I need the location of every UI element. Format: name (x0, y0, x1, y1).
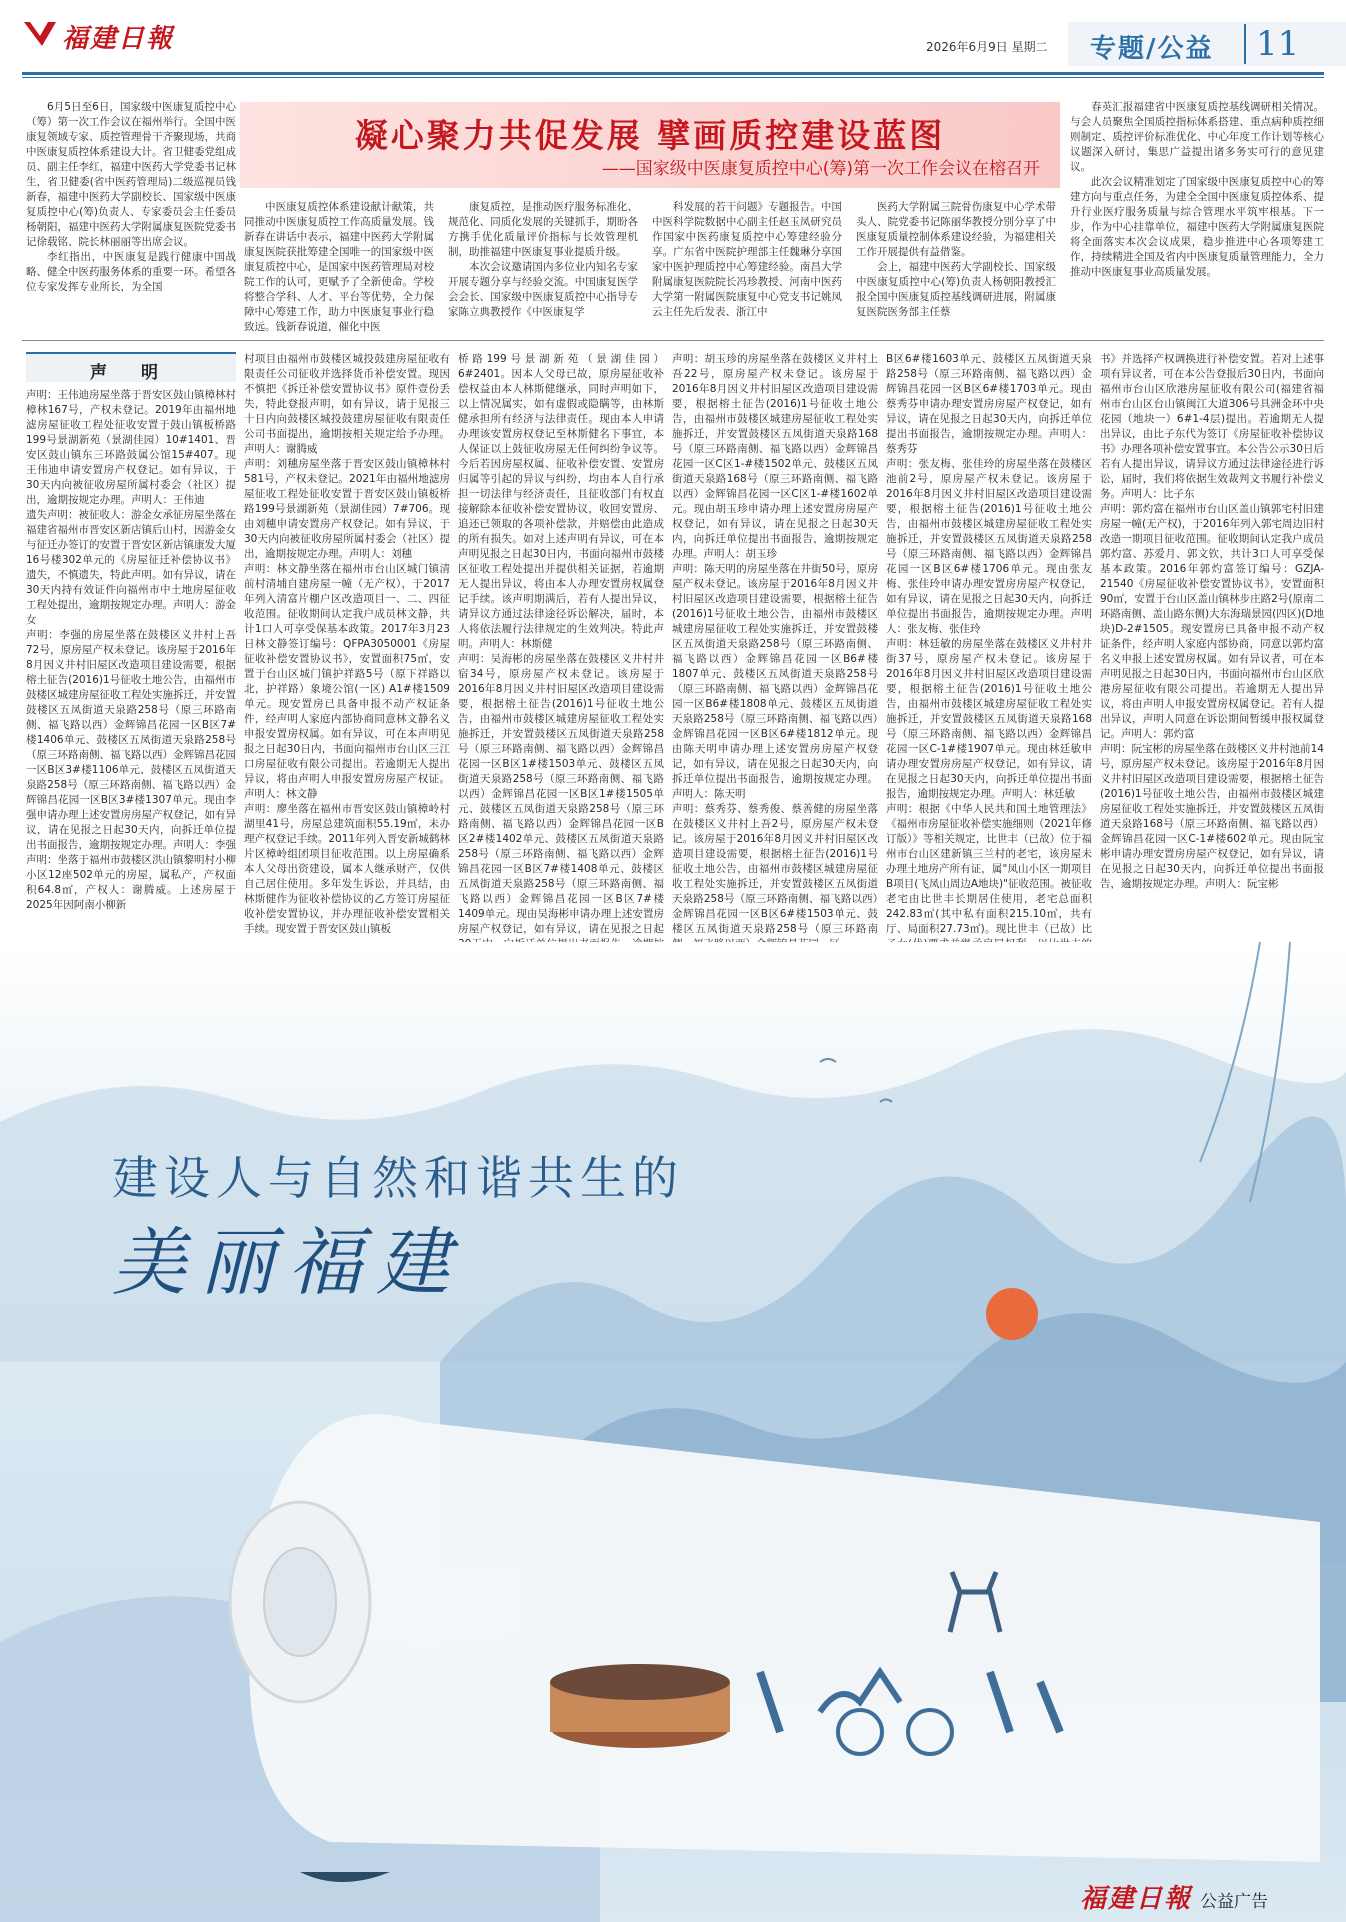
article-column-6 (1070, 100, 1324, 332)
ad-title-line-2: 美丽福建 (112, 1220, 464, 1306)
article-paragraph: 春英汇报福建省中医康复质控基线调研相关情况。与会人员聚焦全国质控指标体系搭建、重点病种质控细则制定、质控评价标准优化、中心年度工作计划等核心议题深入研讨，集思广益提出诸多务实可行的意见建议。 (1070, 101, 1324, 173)
newspaper-masthead (22, 14, 175, 54)
article-column-3 (448, 200, 638, 332)
statements-column-3: 桥路199号景湖新苑（景湖佳园）6#2401。因本人父母已故，原房屋征收补偿权益由本人林斯健继承，同时声明如下，以上情况属实，如有虚假或隐瞒等，由林斯健承担所有经济与法律责任。现由本人申请办理该安置房权登记至林斯健名下事宜，本人保证以上鼓征收房屋无任何纠纷争议等。今后若因房屋权属、征收补偿安置、安置房归属等引起的异议与纠纷，均由本人自行承担一切法律与经济责任，且征收部门有权直接解除本征收补偿安置协议，收回安置房、追还已领取的各项补偿款，并赔偿由此造成的所有损失。如对上述声明有异议，可在本声明见报之日起30日内，书面向福州市鼓楼区征收工程处提出并提供相关证据，若逾期无人提出异议，将由本人办理安置房权属登记手续。该声明期满后，若有人提出异议，请异议方通过法律途径诉讼解决，届时，本人将依法履行法律规定的生效判决。特此声明。声明人：林斯健 声明：吴海彬的房屋坐落在鼓楼区义井村井宿34号，原房屋产权未登记。该房屋于2016年8月因义井村旧屋区改造项目建设需要，根据榕土征告(2016)1号征收土地公告，由福州市鼓楼区城建房屋征收工程处实施拆迁，并安置鼓楼区五凤街道天泉路258号（原三环路南侧、福飞路以西）金辉锦昌花园一区B区1#楼1503单元、鼓楼区五凤街道天泉路258号（原三环路南侧、福飞路以西）金辉锦昌花园一区B区1#楼1505单元、鼓楼区五凤街道天泉路258号（原三环路南侧、福飞路以西）金辉锦昌花园一区B区2#楼1402单元、鼓楼区五凤街道天泉路258号（原三环路南侧、福飞路以西）金辉锦昌花园一区B区7#楼1408单元、鼓楼区五凤街道天泉路258号（原三环路南侧、福飞路以西）金辉锦昌花园一区B区7#楼1409单元。现由吴海彬申请办理上述安置房房屋产权登记，如有异议，请在见报之日起 (458, 353, 664, 935)
article-paragraph: 会上，福建中医药大学副校长、国家级中医康复质控中心(筹)负责人杨朝阳教授汇报全国中医康复质控基线调研进展，附属康复医院医务部主任蔡 (856, 261, 1056, 318)
newspaper-logo: 福建日報 (62, 24, 175, 54)
article-column-2 (244, 200, 434, 332)
article-column-1 (26, 100, 236, 332)
ad-footer-logo: 福建日報 (1080, 1884, 1193, 1914)
statements-column-5: B区6#楼1603单元、鼓楼区五凤街道天泉路258号（原三环路南侧、福飞路以西）金辉锦昌花园一区B区6#楼1703单元。现由蔡秀芬申请办理安置房房屋产权登记，如有异议，请在见报之日起30天内，向拆迁单位提出书面报告，逾期按规定办理。声明人：蔡秀芬 声明：张友梅、张佳玲的房屋坐落在鼓楼区池前2号，原房屋产权未登记。该房屋于2016年8月因义井村旧屋区改造项目建设需要，根据榕土征告(2016)1号征收土地公告，由福州市鼓楼区城建房屋征收工程处实施拆迁，并安置鼓楼区五凤街道天泉路258号（原三环路南侧、福飞路以西）金辉锦昌花园一区B区6#楼1706单元。现由张友梅、张佳玲申请办理安置房房屋产权登记，如有异议，请在见报之日起30天内，向拆迁单位提出书面报告，逾期按规定办理。声明人：张友梅、张佳玲 声明：林廷敏的房屋坐落在鼓楼区义井村井街37号，原房屋产权未登记。该房屋于2016年8月因义井村旧屋区改造项目建设需要，根据榕土征告(2016)1号征收土地公告，由福州市鼓楼区城建房屋征收工程处实施拆迁，并安置鼓楼区五凤街道天泉路168号（原三环路南侧、福飞路以西）金辉锦昌花园一区C-1#楼1907单元。现由林廷敏申请办理安置房房屋产权登记，如有异议，请在见报之日起30天内，向拆迁单位提出书面报告，逾期按规定办理。声明人：林廷敏 声明：根据《中华人民共和国土地管理法》《福州市房屋征收补偿实施细则（2021年修订版）》等相关规定，比世丰（已故）位于福州市台山区建新镇三兰村的老宅，该房屋未办理土地房产所有证，属"凤山小区一期项目B项目(飞凤山周边A地块)"征收范围。被征收老宅由比世丰长期居住使用，老宅总面积242.83㎡(其中私有面积215.10㎡，共有厅、局面积27.73㎡)。现比世丰（已故）比 (886, 353, 1092, 935)
article-paragraph: 本次会议邀请国内多位业内知名专家开展专题分享与经验交流。中国康复医学会会长、国家级中医康复质控中心指导专家陈立典教授作《中医康复学 (448, 261, 638, 318)
header-rule-thin (22, 77, 1324, 78)
headline-banner (240, 102, 1060, 188)
headline-title: 凝心聚力共促发展 擘画质控建设蓝图 (354, 116, 946, 155)
statements-column-1: 声明：王伟迪房屋坐落于晋安区鼓山镇樟林村樟林167号，产权未登记。2019年由福州地滤房屋征收工程处征收安置于鼓山镇板桥路199号景湖新苑（景湖佳园）10#1401、晋安区鼓山镇东三环路鼓属公馆15#407。现王伟迪申请安置房产权登记。如有异议，于30天内向被征收房屋所属村委会（社区）提出，逾期按规定办理。声明人：王伟迪 遗失声明：被征收人：游金女承征房屋坐落在福建省福州市晋安区新店镇后山村，因游金女与征迁办签订的安置于晋安区新店镇康发大厦16号楼302单元的《房屋征迁补偿协议书》遗失，不慎遗失，特此声明。如有异议，请在30天内持有效证件向福州市中土地房屋征收工程处提出，逾期按规定办理。声明人：游金女 声明：李强的房屋坐落在鼓楼区义井村上吾72号，原房屋产权未登记。该房屋于2016年8月因义井村旧屋区改造项目建设需要，根据榕土征告(2016)1号征收土地公告，由福州市鼓楼区城建房屋征收工程处实施拆迁，并安置鼓楼区五凤街道天泉路258号（原三环路南侧、福飞路以西）金辉锦昌花园一区B区7#楼1406单元、鼓楼区五凤街道天泉路258号（原三环路南侧、福飞路以西）金辉锦昌花园一区B区3#楼1106单元、鼓楼区五凤街道天泉路258号（原三环路南侧、福飞路以西）金辉锦昌花园一区B区3#楼1307单元。现由李强申请办理上述安置房房屋产权登记，如有异议，请在见报之日起30天内，向拆迁单位提出书面报告，逾期按规定办理。声明人：李强 声明：坐落于福州市鼓楼区洪山镇黎明村小柳小区12座502单元的房屋，属私产，产权面积64.8㎡，产权人：谢腾威。上述房屋于2025年因阿南小柳新 (26, 389, 236, 911)
headline-subtitle: ——国家级中医康复质控中心(筹)第一次工作会议在榕召开 (601, 159, 1040, 179)
ad-footer (1080, 1878, 1268, 1915)
sun-icon (986, 1288, 1038, 1340)
statements-column-4: 声明：胡玉珍的房屋坐落在鼓楼区义井村上吾22号，原房屋产权未登记。该房屋于2016年8月因义井村旧屋区改造项目建设需要，根据榕土征告(2016)1号征收土地公告，由福州市鼓楼区城建房屋征收工程处实施拆迁，并安置鼓楼区五凤街道天泉路168号（原三环路南侧、福飞路以西）金辉锦昌花园一区C区1-#楼1502单元、鼓楼区五凤街道天泉路168号（原三环路南侧、福飞路以西）金辉锦昌花园一区C区1-#楼1602单元。现由胡玉珍申请办理上述安置房房屋产权登记，如有异议，请在见报之日起30天内，向拆迁单位提出书面报告，逾期按规定办理。声明人：胡玉珍 声明：陈天明的房屋坐落在井街50号，原房屋产权未登记。该房屋于2016年8月因义井村旧屋区改造项目建设需要，根据榕土征告(2016)1号征收土地公告，由福州市鼓楼区城建房屋征收工程处实施拆迁，并安置鼓楼区五凤街道天泉路258号（原三环路南侧、福飞路以西）金辉锦昌花园一区B6#楼1807单元、鼓楼区五凤街道天泉路258号（原三环路南侧、福飞路以西）金辉锦昌花园一区B6#楼1808单元、鼓楼区五凤街道天泉路258号（原三环路南侧、福飞路以西）金辉锦昌花园一区B区6#楼1812单元。现由陈天明申请办理上述安置房房屋产权登记，如有异议，请在见报之日起30天内，向拆迁单位提出书面报告，逾期按规定办理。声明人：陈天明 声明：蔡秀芬、蔡秀俊、蔡善健的房屋坐落在鼓楼区义井村上吾2号，原房屋产权未登记。该房屋于2016年8月因义井村旧屋区改造项目建设需要，根据榕土征告(2016)1号征收土地公告，由福州市鼓楼区城建房屋征收工程处实施拆迁，并安置鼓楼区五凤街道天泉路258号（原三环路南侧、福飞路以西）金辉锦昌花园一区B区6#楼1503单元、鼓楼区五凤街道天泉路258号（原三环路南 (672, 353, 878, 935)
statements-column-6: 书》并选择产权调换进行补偿安置。若对上述事项有异议者，可在本公告登报后30日内，书面向福州市台山区欣港房屋征收有限公司(福建省福州市台山区台山镇闽江大道306号具洲金环中央花园（地块一）6#1-4层)提出。若逾期无人提出异议，由比子东代为签订《房屋征收补偿协议书》办理各项补偿安置事宜。本公告公示30日后若有人提出异议，请异议方通过法律途径进行诉讼，届时，我们将依据生效裁判文书履行补偿义务。声明人：比子东 声明：郭灼富在福州市台山区盖山镇郭宅村旧建房屋一幢(无产权)，于2016年列入郭宅周边旧村改造一期项目征收范围。征收期间认定我户成员郭灼富、苏爱月、郭文钦，共计3口人可享受保基本政策。2016年郭灼富签订编号：GZJA-21540《房屋征收补偿安置协议书》，安置面积90㎡，安置于台山区盖山镇林步庄路2号(原南二环路南侧、盖山路东侧)大东海瑞景园(四区)(D地块)D-2#1505。现安置房已具备申报不动产权证条件，经声明人家庭内部协商，同意以郭灼富名义申报上述安置房权属。如有异议者，可在本声明见报之日起30日内，书面向福州市台山区欣港房屋征收有限公司提出。若逾期无人提出异议，将由声明人申报安置房权属登记。若有人提出异议，声明人同意在诉讼期间暂缓申报权属登记。声明人：郭灼富 声明：阮宝彬的房屋坐落在鼓楼区义井村池前14号，原房屋产权未登记。该房屋于2016年8月因义井村旧屋区改造项目建设需要，根据榕土征告(2016)1号征收土地公告，由福州市鼓楼区城建房屋征收工程处实施拆迁，并安置鼓楼区五凤街道天泉路168号（原三环路南侧、福飞路以西）金辉锦昌花园一区C-1#楼602单元。现由阮宝彬申请办理安置房房屋产权登记，如有异议，请在见报之日起30天内，向拆迁单位提出书面报告，逾期按规定办理。声明人：阮宝彬 (1100, 353, 1324, 890)
statements-header (26, 352, 236, 382)
statements-column-2: 村项目由福州市鼓楼区城投鼓建房屋征收有限责任公司征收并选择货币补偿安置。现因不慎把《拆迁补偿安置协议书》原件壹份丢失，特此登报声明，如有异议，请于见报三十日内向鼓楼区城投鼓建房屋征收有限责任公司书面提出，逾期按相关规定给予办理。声明人：谢腾威 声明：刘穗房屋坐落于晋安区鼓山镇樟林村581号，产权未登记。2021年由福州地滤房屋征收工程处征收安置于晋安区鼓山镇板桥路199号景湖新苑（景湖佳园）7#706。现由刘穗申请安置房产权登记。如有异议，于30天内向被征收房屋所属村委会（社区）提出，逾期按规定办理。声明人：刘穗 声明：林文静坐落在福州市台山区城门镇清前村清埔自建房屋一幢（无产权），于2017年列入清富片棚户区改造项目一、二、四征收范围。征收期间认定我户成员林文静，共计1口人可享受保基本政策。2017年3月23日林文静签订编号：QFPA3050001《房屋征收补偿安置协议书》，安置面积75㎡，安置于台山区城门镇护祥路5号（原下祥路以北，护祥路）象境公馆(一区) A1#楼1509单元。现安置房已具备申报不动产权证条件，经声明人家庭内部协商同意林文静名义申报安置房权属。如有异议，可在本声明见报之日起30日内，书面向福州市台山区三江口房屋征收有限公司提出。若逾期无人提出异议，将由声明人申报安置房房屋产权证。声明人：林文静 声明：廖坐落在福州市晋安区鼓山镇樟岭村湖里41号，房屋总建筑面积55.19㎡，未办理产权登记手续。2011年列入晋安新城鹤林片区樟岭组团项目征收范围。以上房屋确系本人父母出资建设，属本人继承财产，仅供自己居住使用。多年发生诉讼，并具结，由林斯健作为征收补偿协议的乙方签订房屋征收补偿安置协议，并办理征收补偿安置相关手续。现安置于晋安区鼓山镇板 (244, 353, 450, 935)
issue-date: 2026年6月9日 星期二 (926, 40, 1048, 54)
public-service-ad (0, 942, 1346, 1922)
ad-footer-label: 公益广告 (1200, 1892, 1269, 1912)
section-title: 专题/公益 (1090, 34, 1214, 64)
section-divider (22, 340, 1324, 341)
article-paragraph: 中医康复质控体系建设献计献策，共同推动中医康复质控工作高质量发展。钱新春在讲话中表示，福建中医药大学附属康复医院获批筹建全国唯一的国家级中医康复质控中心，是国家中医药管理局对校院工作的认可，更赋予了全新使命。学校将整合学科、人才、平台等优势，全力保障中心筹建工作，助力中医康复事业行稳致远。钱新春说道，催化中医 (244, 201, 434, 333)
ad-title-line-1: 建设人与自然和谐共生的 (112, 1151, 684, 1205)
article-paragraph: 康复质控，是推动医疗服务标准化、规范化、同质化发展的关键抓手，期盼各方携手优化质量评价指标与长效管理机制，助推福建中医康复事业提质升级。 (448, 201, 638, 258)
article-paragraph: 科发展的若干问题》专题报告。中国中医科学院数据中心副主任赵玉凤研究员作国家中医药康复质控中心筹建经验分享。广东省中医院护理部主任魏琳分享国家中医护理质控中心筹建经验。南昌大学附属康复医院院长冯珍教授、河南中医药大学第一附属医院康复中心党支书记姚凤云主任先后发表、浙江中 (652, 201, 842, 318)
header-rule (22, 72, 1324, 75)
article-paragraph: 6月5日至6日，国家级中医康复质控中心（筹）第一次工作会议在福州举行。全国中医康复领域专家、质控管理骨干齐聚现场，共商中医康复质控体系建设大计。省卫健委党组成员、副主任李红，福建中医药大学党委书记林生，省卫健委(省中医药管理局)二级巡视员钱新春，福建中医药大学副校长、国家级中医康复质控中心(筹)负责人、专家委员会主任委员杨朝阳，福建中医药大学附属康复医院党委书记徐载铭、院长林丽丽等出席会议。 (26, 101, 236, 248)
logo-mark-icon (22, 18, 58, 48)
section-header (1068, 22, 1346, 66)
statements-title: 声 明 (90, 363, 172, 383)
landscape-illustration (0, 942, 1346, 1922)
page-number: 11 (1244, 24, 1299, 64)
article-paragraph: 医药大学附属三院骨伤康复中心学术带头人、院党委书记陈丽华教授分别分享了中医康复质量控制体系建设经验，为福建相关工作开展提供有益借鉴。 (856, 201, 1056, 258)
article-column-4 (652, 200, 842, 332)
article-paragraph: 此次会议精准划定了国家级中医康复质控中心的筹建方向与重点任务，为建全全国中医康复质控体系、提升行业医疗服务质量与综合管理水平筑牢根基。下一步，作为中心挂靠单位，福建中医药大学附属康复医院将全面落实本次会议成果，稳步推进中心各项筹建工作，持续精进全国及省内中医康复质量管理能力，全力推动中医康复事业高质量发展。 (1070, 176, 1324, 278)
article-paragraph: 李红指出，中医康复是践行健康中国战略、健全中医药服务体系的重要一环。希望各位专家发挥专业所长，为全国 (26, 251, 236, 293)
article-column-5 (856, 200, 1056, 332)
